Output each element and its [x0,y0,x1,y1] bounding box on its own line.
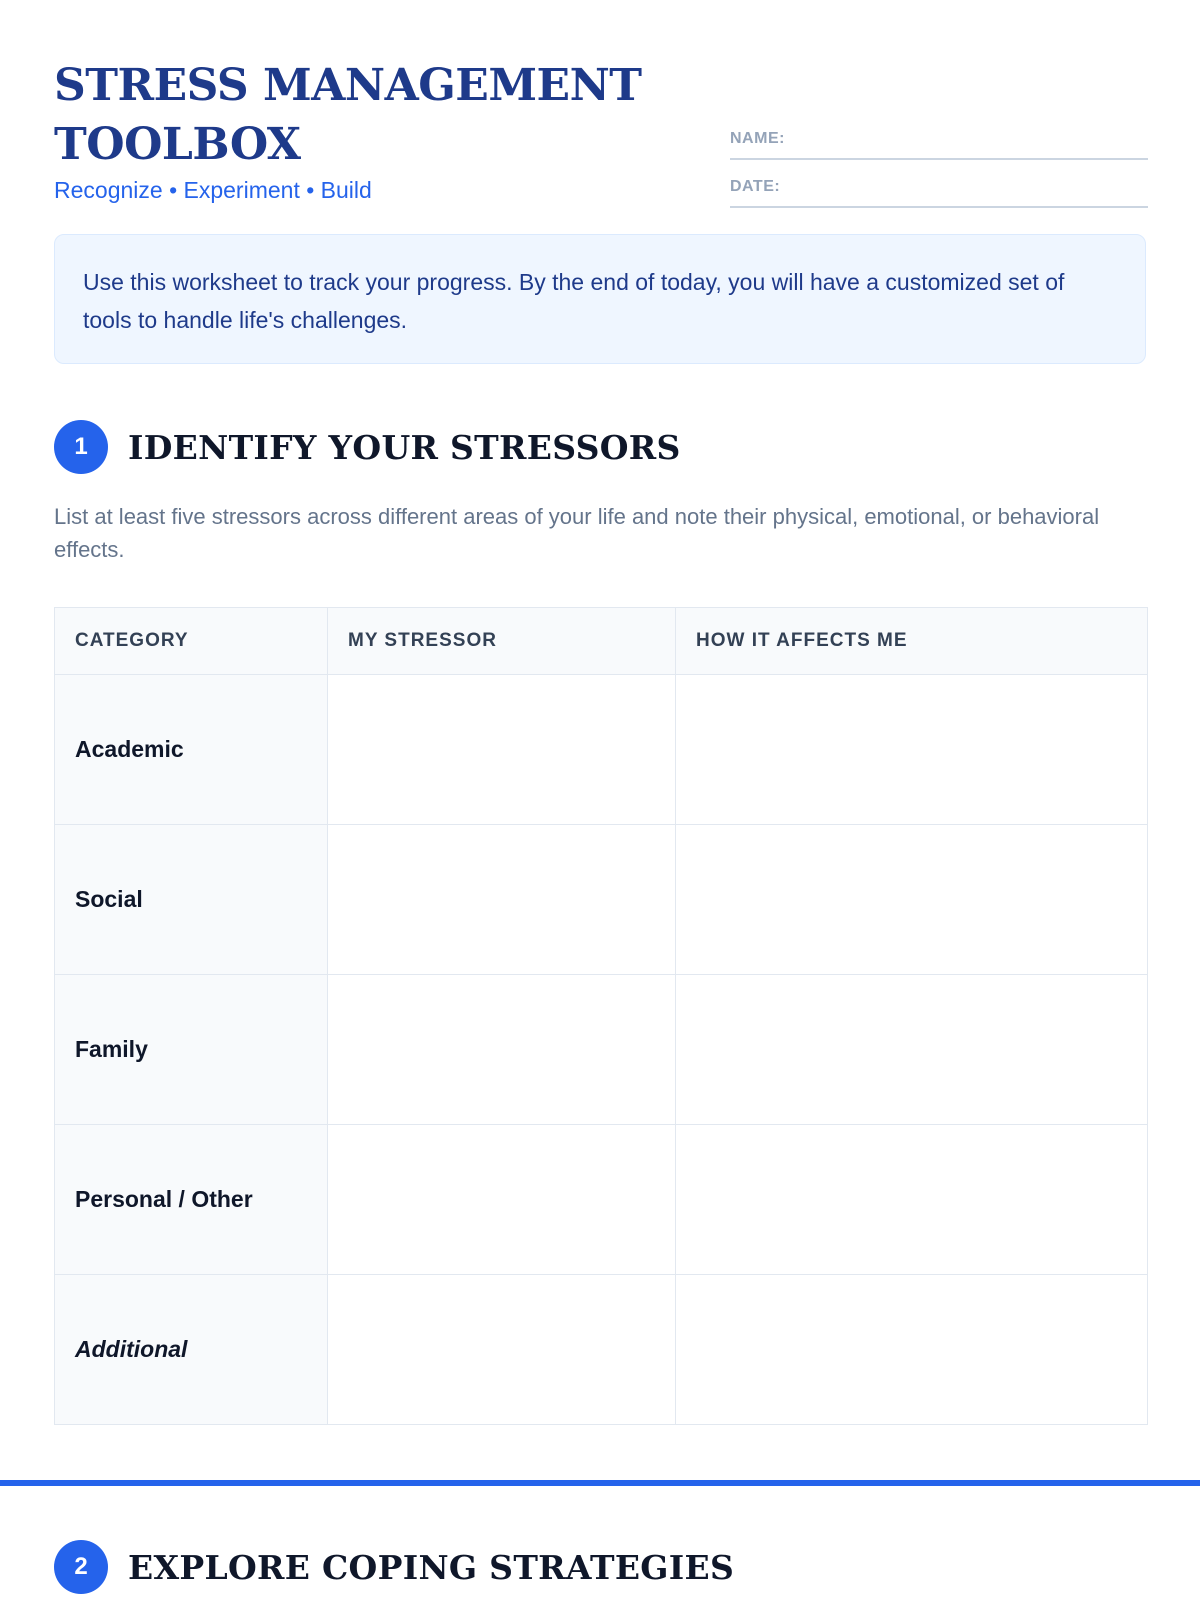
callout-text: Use this worksheet to track your progress. By the end of today, you will have a customized set of tools to handle life's challenges. [83,269,1065,333]
category-cell-family: Family [55,975,328,1125]
date-field[interactable] [730,170,1148,208]
section-divider [0,1480,1200,1486]
table-row [55,1125,1148,1275]
name-field[interactable] [730,122,1148,160]
effect-entry-cell[interactable] [676,1125,1148,1275]
column-header-my-stressor: MY STRESSOR [328,608,676,675]
category-cell-personal-other: Personal / Other [55,1125,328,1275]
stressors-table [54,607,1148,1425]
section-1-number-badge: 1 [54,420,108,474]
instructions-callout [54,234,1146,364]
section-1-description: List at least five stressors across different areas of your life and note their physical, emotional, or behavioral effects. [54,504,1100,562]
stressor-entry-cell[interactable] [328,675,676,825]
effect-entry-cell[interactable] [676,675,1148,825]
page-title: STRESS MANAGEMENT TOOLBOX [54,60,642,170]
table-header-row [55,608,1148,675]
category-cell-academic: Academic [55,675,328,825]
effect-entry-cell[interactable] [676,825,1148,975]
column-header-how-it-affects-me: HOW IT AFFECTS ME [676,608,1148,675]
name-field-label: NAME: [730,130,785,147]
table-row [55,975,1148,1125]
effect-entry-cell[interactable] [676,1275,1148,1425]
section-2-header [54,1540,734,1594]
stressor-entry-cell[interactable] [328,975,676,1125]
section-2-title: EXPLORE COPING STRATEGIES [128,1547,735,1587]
effect-entry-cell[interactable] [676,975,1148,1125]
page-subtitle: Recognize • Experiment • Build [54,177,372,203]
section-1-header [54,420,681,474]
stressor-entry-cell[interactable] [328,825,676,975]
section-2-number-badge: 2 [54,1540,108,1594]
date-field-label: DATE: [730,178,781,195]
name-date-fields [730,122,1148,218]
category-cell-social: Social [55,825,328,975]
column-header-category: CATEGORY [55,608,328,675]
table-row [55,675,1148,825]
stressor-entry-cell[interactable] [328,1125,676,1275]
section-1-title: IDENTIFY YOUR STRESSORS [128,427,681,467]
table-row [55,1275,1148,1425]
category-cell-additional: Additional [55,1275,328,1425]
stressor-entry-cell[interactable] [328,1275,676,1425]
table-row [55,825,1148,975]
